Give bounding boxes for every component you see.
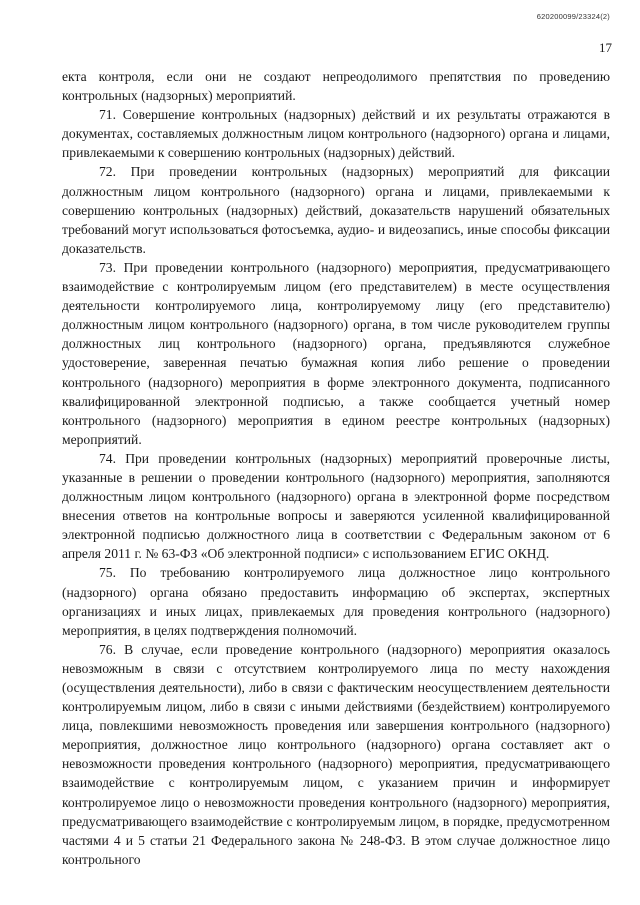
paragraph-76: 76. В случае, если проведение контрольного (надзорного) мероприятия оказалось невозможным в связи с отсутствием контролируемого лица по месту нахождения (осуществления деятельности), либо в связи с фактическим неосуществлением деятельности контролируемым лицом, либо в связи с иными действиями (бездействием) контролируемого лица, повлекшими невозможность проведения или завершения контрольного (надзорного) мероприятия, должностное лицо контрольного (надзорного) органа составляет акт о невозможности проведения контрольного (надзорного) мероприятия, предусматривающего взаимодействие с контролируемым лицом, с указанием причин и информирует контролируемое лицо о невозможности проведения контрольного (надзорного) мероприятия, предусматривающего взаимодействие с контролируемым лицом, в порядке, предусмотренном частями 4 и 5 статьи 21 Федерального закона № 248-ФЗ. В этом случае должностное лицо контрольного [62, 641, 610, 867]
paragraph-74: 74. При проведении контрольных (надзорных) мероприятий проверочные листы, указанные в решении о проведении контрольного (надзорного) мероприятия, заполняются должностным лицом контрольного (надзорного) органа в электронной форме посредством внесения ответов на контрольные вопросы и заверяются усиленной квалифицированной электронной подписью должностного лица в соответствии с Федеральным законом от 6 апреля 2011 г. № 63-ФЗ «Об электронной подписи» с использованием ЕГИС ОКНД. [62, 450, 610, 562]
paragraph-72: 72. При проведении контрольных (надзорных) мероприятий для фиксации должностным лицом контрольного (надзорного) органа и лицами, привлекаемыми к совершению контрольных (надзорных) действий, доказательств нарушений обязательных требований могут использоваться фотосъемка, аудио- и видеозапись, иные способы фиксации доказательств. [62, 164, 610, 256]
document-body [62, 67, 610, 869]
document-id: 620200099/23324(2) [536, 12, 610, 21]
paragraph-75: 75. По требованию контролируемого лица должностное лицо контрольного (надзорного) органа обязано предоставить информацию об экспертах, экспертных организациях и иных лицах, привлекаемых для проведения контрольного (надзорного) мероприятия, в целях подтверждения полномочий. [62, 565, 610, 638]
paragraph-73: 73. При проведении контрольного (надзорного) мероприятия, предусматривающего взаимодействие с контролируемым лицом (его представителем) в месте осуществления деятельности контролируемого лица, контролируемому лицу (его представителю) должностным лицом контрольного (надзорного) органа, в том числе руководителем группы должностных лиц контрольного (надзорного) органа, предъявляются служебное удостоверение, заверенная печатью бумажная копия либо решение о проведении контрольного (надзорного) мероприятия в форме электронного документа, подписанного квалифицированной электронной подписью, а также сообщается учетный номер контрольного (надзорного) мероприятия в едином реестре контрольных (надзорных) мероприятий. [62, 259, 610, 447]
page-number: 17 [599, 40, 612, 55]
paragraph-71: 71. Совершение контрольных (надзорных) действий и их результаты отражаются в документах, составляемых должностным лицом контрольного (надзорного) органа и лицами, привлекаемыми к совершению контрольных (надзорных) действий. [62, 107, 610, 161]
paragraph-continuation: екта контроля, если они не создают непреодолимого препятствия по проведению контрольных (надзорных) мероприятий. [62, 69, 610, 104]
